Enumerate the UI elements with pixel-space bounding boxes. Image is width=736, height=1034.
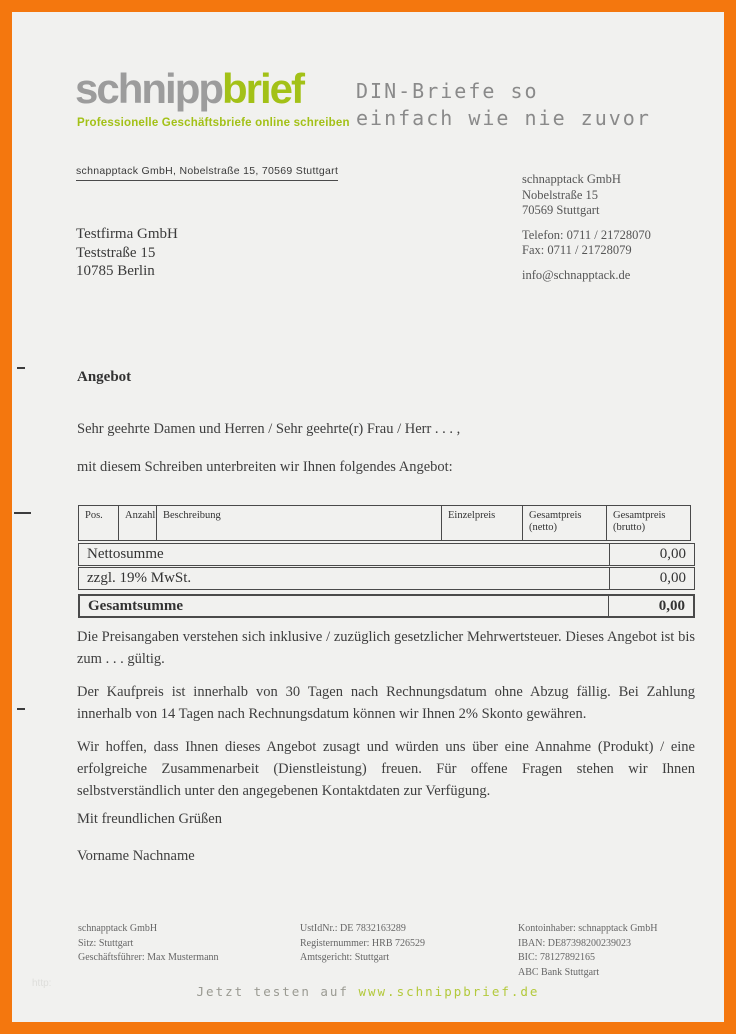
sender-phone-group <box>522 228 651 259</box>
sender-street: Nobelstraße 15 <box>522 187 599 202</box>
row-value: 0,00 <box>608 596 693 616</box>
footer-line: Kontoinhaber: schnapptack GmbH <box>518 923 658 934</box>
fold-mark-center <box>14 512 31 514</box>
footer-line: Geschäftsführer: Max Mustermann <box>78 952 219 963</box>
cta-line <box>0 984 736 999</box>
header-gesamtpreis-brutto <box>606 505 691 541</box>
paragraph-payment: Der Kaufpreis ist innerhalb von 30 Tagen nach Rechnungsdatum ohne Abzug fällig. Bei Zahlung innerhalb von 14 Tagen nach Rechnungsdatum können wir Ihnen 2% Skonto gewähren. <box>77 684 695 722</box>
header-anzahl: Anzahl <box>118 505 157 541</box>
header-einzelpreis: Einzelpreis <box>441 505 523 541</box>
recipient-street: Teststraße 15 <box>76 244 156 261</box>
cta-link[interactable]: www.schnippbrief.de <box>358 984 540 999</box>
slogan-line-2: einfach wie nie zuvor <box>356 106 651 130</box>
letter-signature: Vorname Nachname <box>77 848 195 864</box>
table-row-mwst <box>78 567 695 590</box>
sender-phone: Telefon: 0711 / 21728070 <box>522 227 651 242</box>
row-label: Gesamtsumme <box>88 597 183 614</box>
footer-line: Amtsgericht: Stuttgart <box>300 952 390 963</box>
header-gesamtpreis-brutto-line1: Gesamtpreis <box>613 510 666 521</box>
logo-tagline: Professionelle Geschäftsbriefe online schreiben <box>77 117 350 129</box>
fold-mark-bottom <box>17 708 25 710</box>
footer-line: BIC: 78127892165 <box>518 952 595 963</box>
recipient-address-block <box>76 225 178 281</box>
offer-table <box>78 505 695 618</box>
header-pos: Pos. <box>78 505 119 541</box>
footer-registry-column <box>300 922 425 966</box>
letter-closing: Mit freundlichen Grüßen <box>77 811 222 827</box>
row-value: 0,00 <box>609 568 694 589</box>
row-label: zzgl. 19% MwSt. <box>87 570 192 586</box>
footer-company-column <box>78 922 219 966</box>
sender-address-line: schnapptack GmbH, Nobelstraße 15, 70569 Stuttgart <box>76 165 338 181</box>
table-row-gesamtsumme <box>78 594 695 618</box>
footer-bank-column <box>518 922 657 980</box>
footer-line: IBAN: DE87398200239023 <box>518 937 632 949</box>
letter-salutation: Sehr geehrte Damen und Herren / Sehr geehrte(r) Frau / Herr . . . , <box>77 421 461 437</box>
header-gesamtpreis-brutto-line2: (brutto) <box>613 522 646 533</box>
offer-table-header <box>78 505 695 541</box>
footer-line: UstIdNr.: DE 7832163289 <box>300 923 406 934</box>
header-gesamtpreis-netto-line2: (netto) <box>529 522 557 533</box>
table-row-nettosumme <box>78 543 695 566</box>
row-value: 0,00 <box>609 544 694 565</box>
fold-mark-top <box>17 367 25 369</box>
paragraph-prices: Die Preisangaben verstehen sich inklusive / zuzüglich gesetzlicher Mehrwertsteuer. Dieses Angebot ist bis zum . . . gültig. <box>77 629 695 667</box>
footer-line: Sitz: Stuttgart <box>78 937 134 949</box>
sender-city: 70569 Stuttgart <box>522 203 600 217</box>
sender-company: schnapptack GmbH <box>522 172 621 186</box>
paragraph-hope: Wir hoffen, dass Ihnen dieses Angebot zusagt und würden uns über eine Annahme (Produkt) / eine erfolgreiche Zusammenarbeit (Dienstleistung) freuen. Für offene Fragen stehen wir Ihnen selbstverständlich unter den angegebenen Kontaktdaten zur Verfügung. <box>77 739 695 799</box>
faint-url-fragment: http: <box>32 978 52 989</box>
letter-intro: mit diesem Schreiben unterbreiten wir Ihnen folgendes Angebot: <box>77 459 453 475</box>
schnippbrief-logo <box>75 66 303 112</box>
header-beschreibung: Beschreibung <box>156 505 442 541</box>
footer-line: ABC Bank Stuttgart <box>518 966 600 978</box>
recipient-city: 10785 Berlin <box>76 263 155 279</box>
header-gesamtpreis-netto-line1: Gesamtpreis <box>529 510 582 521</box>
recipient-company: Testfirma GmbH <box>76 226 178 242</box>
sender-address-group <box>522 172 651 219</box>
row-label: Nettosumme <box>87 546 164 562</box>
cta-prefix: Jetzt testen auf <box>196 984 359 999</box>
header-gesamtpreis-netto <box>522 505 607 541</box>
slogan-handwriting <box>356 78 651 132</box>
sender-fax: Fax: 0711 / 21728079 <box>522 243 632 257</box>
sender-contact-block <box>522 172 651 283</box>
footer-line: schnapptack GmbH <box>78 923 158 934</box>
sender-email: info@schnapptack.de <box>522 267 631 282</box>
footer-line: Registernummer: HRB 726529 <box>300 937 425 949</box>
logo-part-schnipp: schnipp <box>75 65 223 112</box>
logo-part-brief: brief <box>222 65 304 112</box>
letter-subject: Angebot <box>77 369 132 385</box>
slogan-line-1: DIN-Briefe so <box>356 79 539 103</box>
